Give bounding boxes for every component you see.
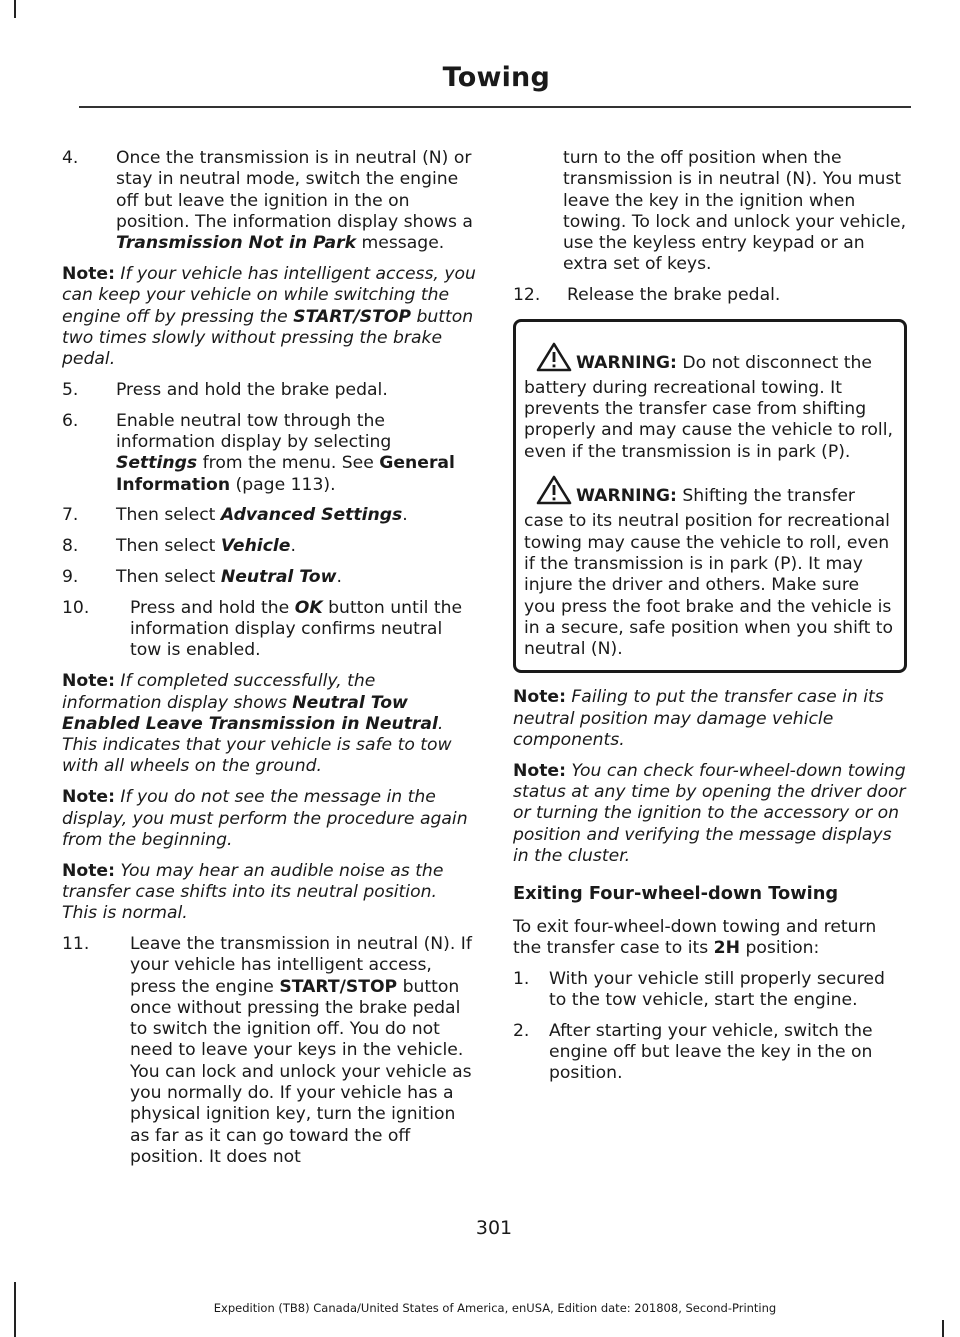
note-transfer-case-damage: Note: Failing to put the transfer case in its neutral position may damage vehicle components.: [513, 687, 884, 751]
step-4: [62, 148, 476, 254]
step-text: Once the transmission is in neutral (N) or stay in neutral mode, switch the engine off but leave the ignition in the on position. The information display shows a Transmission Not in Park message.: [116, 148, 473, 254]
general-information-link[interactable]: General Information: [116, 453, 455, 495]
step-7: 7. Then select Advanced Settings.: [62, 505, 408, 526]
warning-box: [513, 319, 907, 674]
note-check-status: Note: You can check four-wheel-down towing status at any time by opening the driver door or turning the ignition to the accessory or on position and verifying the message displays in the cluster.: [513, 760, 906, 867]
warning-triangle-icon: [536, 342, 572, 378]
step-8: 8. Then select Vehicle.: [62, 536, 296, 557]
step-10: 10. Press and hold the OK button until the information display confirms neutral tow is enabled.: [62, 597, 463, 661]
warning-transfer-case: WARNING: Shifting the transfer case to its neutral position for recreational towing may cause the vehicle to roll, even if the transmission is in park (P). It may injure the driver and others. Make sure you press the foot brake and the vehicle is in a secure, safe position when you shift to neutral (N).: [524, 475, 896, 660]
crop-mark-bottom-right: [942, 1320, 944, 1337]
page-number: 301: [475, 1217, 513, 1239]
step-5: 5. Press and hold the brake pedal.: [62, 379, 388, 400]
exit-intro: To exit four-wheel-down towing and return the transfer case to its 2H position:: [513, 916, 877, 958]
header-divider: [79, 106, 911, 108]
note-intelligent-access: Note: If your vehicle has intelligent access, you can keep your vehicle on while switching the engine off by pressing the START/STOP button two times slowly without pressing the brake pedal.: [62, 263, 476, 370]
right-column: [513, 148, 907, 1094]
page-footer: Expedition (TB8) Canada/United States of America, enUSA, Edition date: 201808, Second-Printing: [213, 1301, 777, 1315]
step-11-continued: turn to the off position when the transmission is in neutral (N). You must leave the key in the ignition when towing. To lock and unlock your vehicle, use the keyless entry keypad or an extra set of keys.: [563, 148, 907, 275]
exit-step-1: 1. With your vehicle still properly secured to the tow vehicle, start the engine.: [513, 968, 885, 1010]
left-column: [62, 148, 476, 1178]
step-number: 4.: [62, 148, 79, 168]
step-6: 6. Enable neutral tow through the information display by selecting Settings from the menu. See General Information (page 113).: [62, 410, 455, 495]
note-message-not-shown: Note: If you do not see the message in the display, you must perform the procedure again from the beginning.: [62, 787, 468, 850]
section-heading: Exiting Four-wheel-down Towing: [513, 883, 839, 905]
warning-triangle-icon: [536, 475, 572, 511]
warning-battery: WARNING: Do not disconnect the battery during recreational towing. It prevents the transfer case from shifting properly and may cause the vehicle to roll, even if the transmission is in park (P).: [524, 342, 896, 463]
step-12: 12. Release the brake pedal.: [513, 285, 781, 306]
note-audible-noise: Note: You may hear an audible noise as the transfer case shifts into its neutral position. This is normal.: [62, 860, 444, 924]
step-11: 11. Leave the transmission in neutral (N). If your vehicle has intelligent access, press the engine START/STOP button once without pressing the brake pedal to switch the ignition off. You do not need to leave your keys in the vehicle. You can lock and unlock your vehicle as you normally do. If your vehicle has a physical ignition key, turn the ignition as far as it can go toward the off position. It does not: [62, 934, 472, 1167]
note-completed-successfully: Note: If completed successfully, the information display shows Neutral Tow Enabled Leave Transmission in Neutral. This indicates that your vehicle is safe to tow with all wheels on the ground.: [62, 671, 452, 777]
page-header-title: Towing: [442, 62, 550, 93]
exit-step-2: 2. After starting your vehicle, switch the engine off but leave the key in the on position.: [513, 1020, 873, 1084]
crop-mark-top-left: [14, 0, 16, 18]
step-9: 9. Then select Neutral Tow.: [62, 567, 342, 588]
